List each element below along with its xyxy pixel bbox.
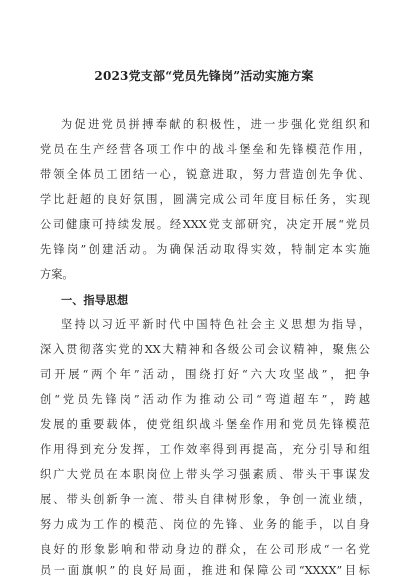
section-line: 织广大党员在本职岗位上带头学习强素质、带头干事谋发: [40, 468, 370, 481]
section-line: 深入贯彻落实党的XX大精神和各级公司会议精神，聚焦公: [40, 343, 370, 356]
section-line: 展、带头创新争一流、带头自律树形象，争创一流业绩，: [40, 493, 370, 506]
intro-line: 为促进党员拼搏奉献的积极性，进一步强化党组织和: [61, 118, 370, 131]
intro-line: 公司健康可持续发展。经XXX党支部研究，决定开展“党员: [40, 218, 370, 231]
section-heading: 一、指导思想: [61, 293, 129, 307]
section-line: 员一面旗帜”的良好局面，推进和保障公司“XXXX”目标: [40, 564, 370, 577]
section-line: 努力成为工作的模范、岗位的先锋、业务的能手，以自身: [40, 518, 370, 531]
section-line: 良好的形象影响和带动身边的群众，在公司形成“一名党: [40, 543, 370, 556]
section-line: 发展的重要载体，使党组织战斗堡垒作用和党员先锋模范: [40, 418, 370, 431]
section-line: 坚持以习近平新时代中国特色社会主义思想为指导，: [61, 318, 370, 331]
intro-line: 带领全体员工团结一心，锐意进取，努力营造创先争优、: [40, 168, 370, 181]
section-line: 司开展“两个年”活动，围绕打好“六大攻坚战”，把争: [40, 368, 370, 381]
section-line: 作用得到充分发挥，工作效率得到再提高，充分引导和组: [40, 443, 370, 456]
document-title: 2023党支部“党员先锋岗”活动实施方案: [94, 69, 314, 83]
intro-line: 先锋岗”创建活动。为确保活动取得实效，特制定本实施: [40, 243, 370, 256]
intro-line: 方案。: [40, 268, 74, 281]
intro-line: 党员在生产经营各项工作中的战斗堡垒和先锋模范作用，: [40, 143, 370, 156]
section-line: 创“党员先锋岗”活动作为推动公司“弯道超车”，跨越: [40, 393, 370, 406]
intro-line: 学比赶超的良好氛围，圆满完成公司年度目标任务，实现: [40, 193, 370, 206]
